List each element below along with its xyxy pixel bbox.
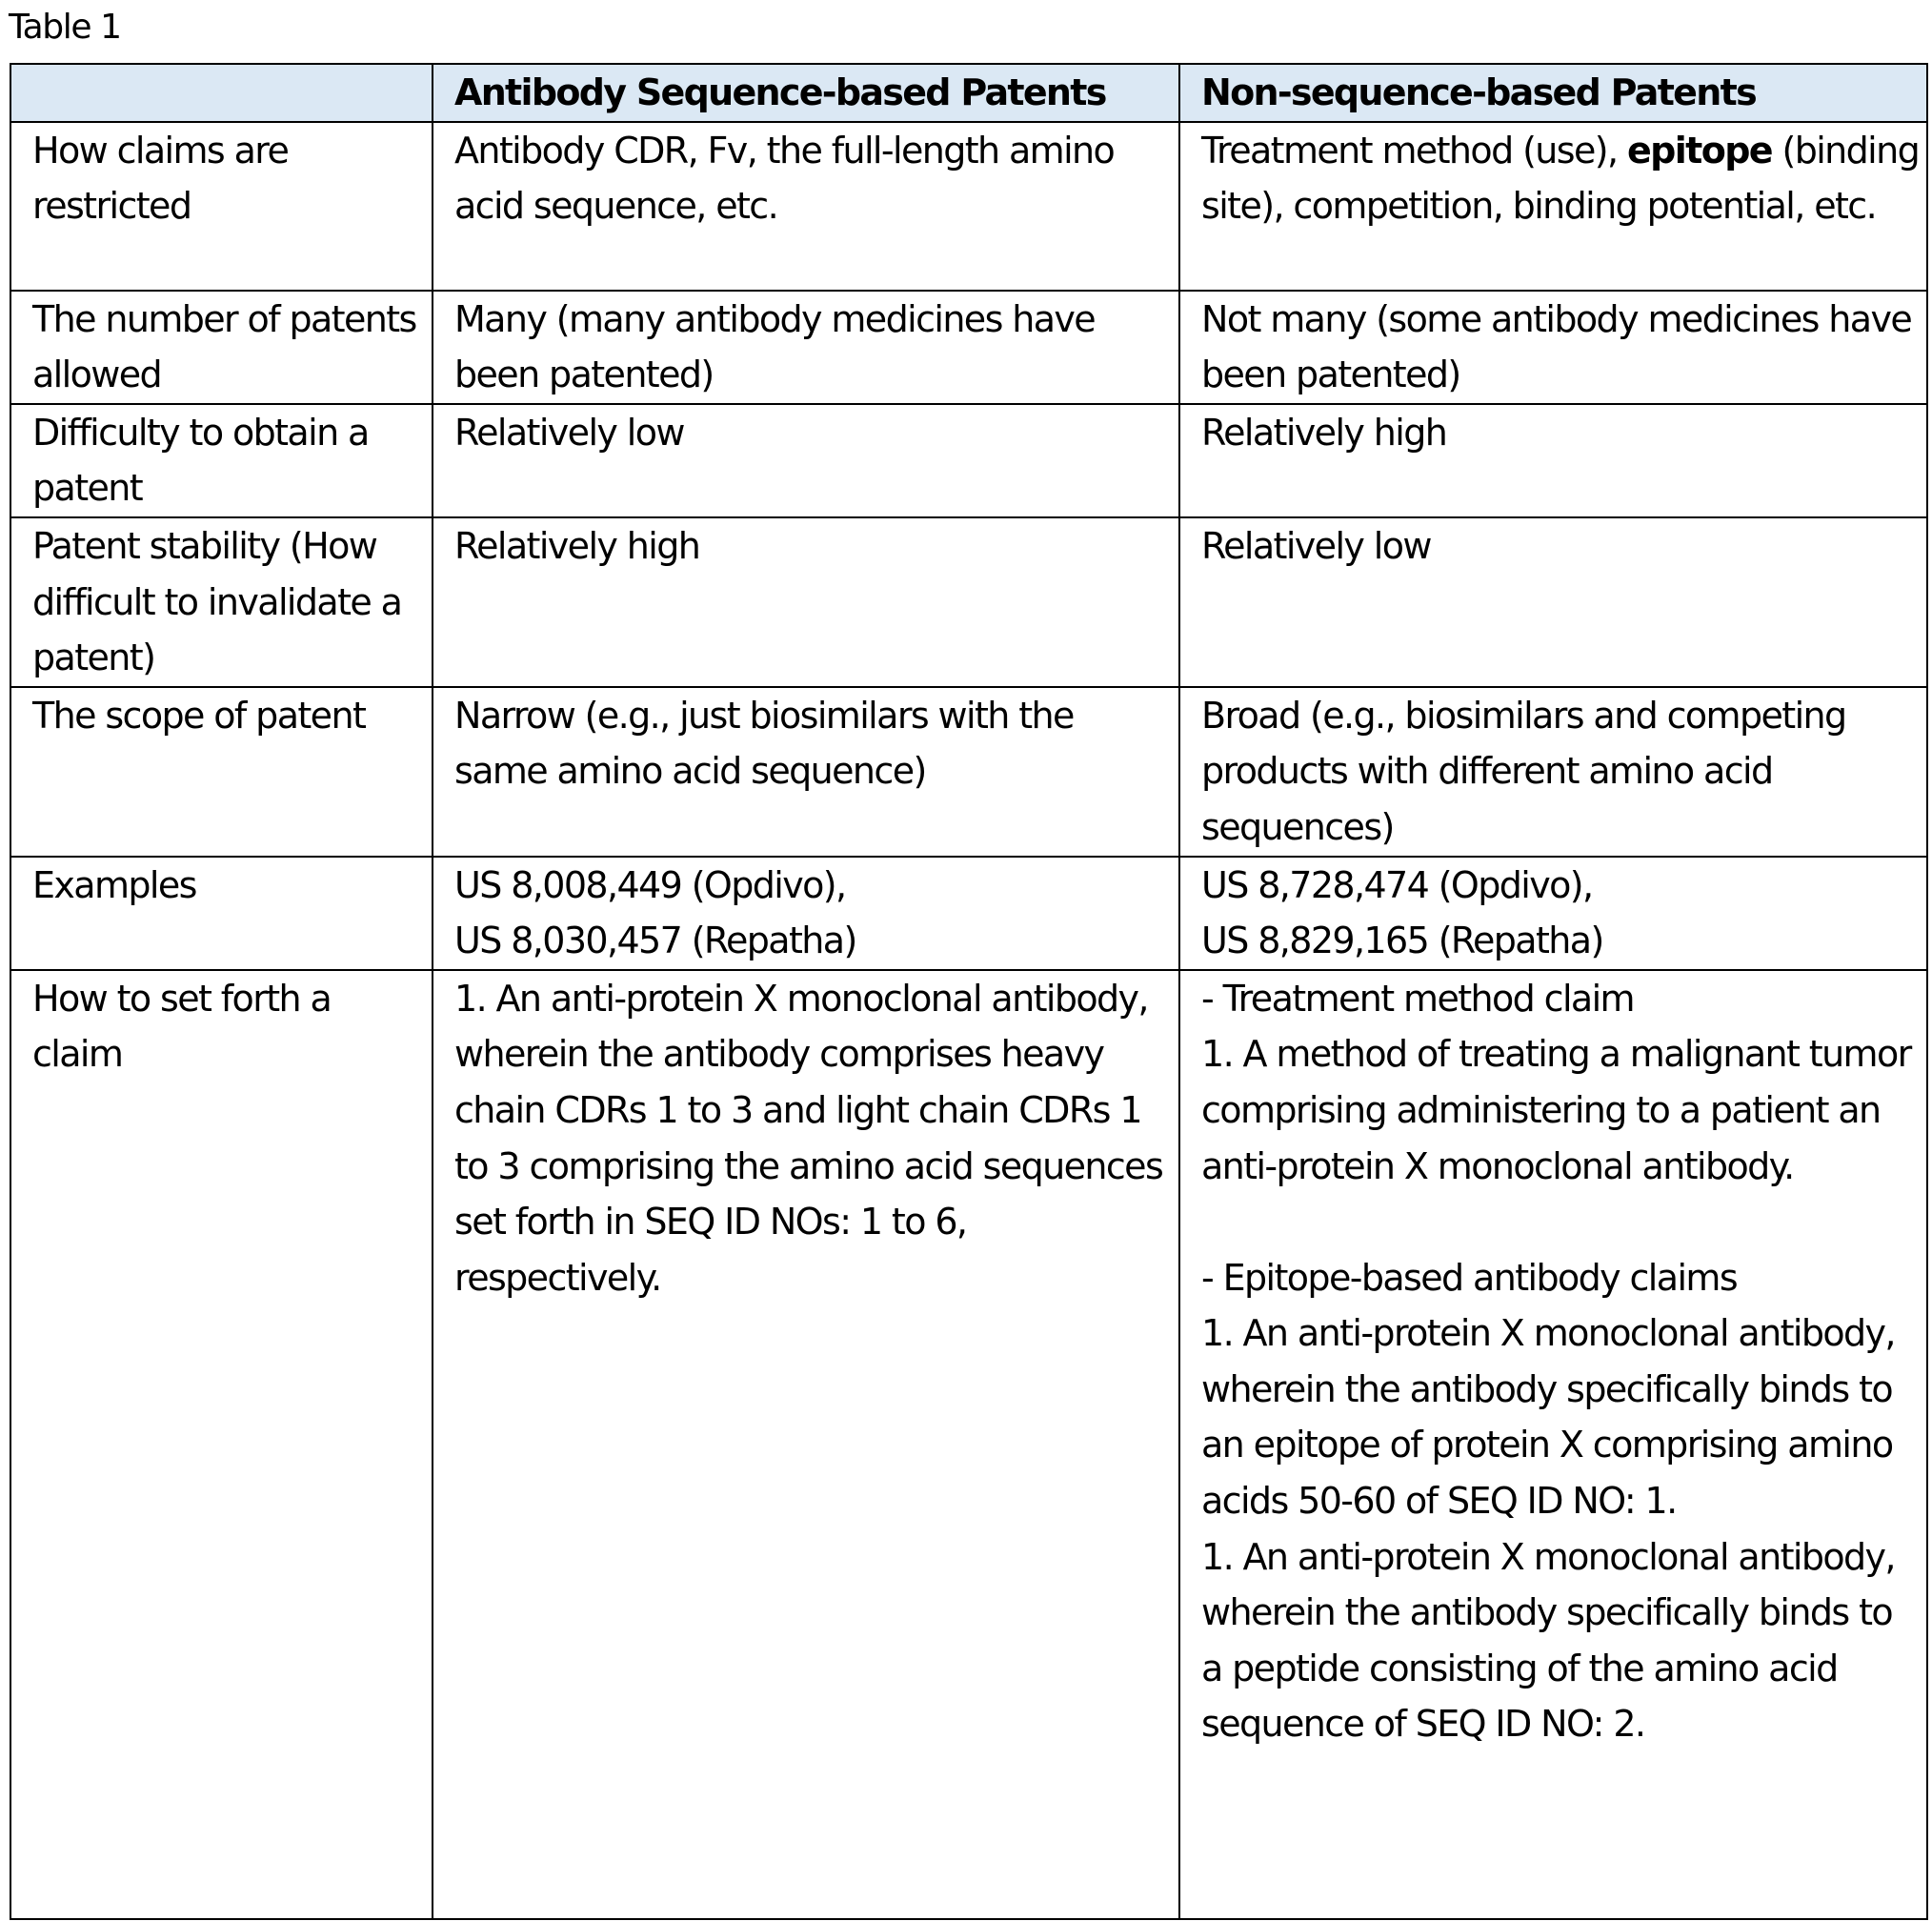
example-patent: US 8,030,457 (Repatha)	[454, 920, 856, 962]
treatment-claim-text: 1. A method of treating a malignant tumor comprising administering to a patient an anti-protein X monoclonal antibody.	[1201, 1033, 1922, 1187]
table-caption: Table 1	[9, 8, 121, 47]
non-sequence-cell	[1179, 857, 1927, 970]
non-sequence-text: Treatment method (use),	[1201, 129, 1627, 172]
non-sequence-cell: Broad (e.g., biosimilars and competing products with different amino acid sequences)	[1179, 687, 1927, 857]
epitope-claim-text: 1. An anti-protein X monoclonal antibody, wherein the antibody specifically binds to an epitope of protein X comprising amino acids 50-60 of SEQ ID NO: 1.	[1201, 1312, 1905, 1523]
non-sequence-claim-cell	[1179, 970, 1927, 1919]
table-header-row	[10, 64, 1927, 122]
table-row	[10, 970, 1927, 1919]
sequence-cell: Relatively high	[433, 517, 1179, 687]
sequence-claim-cell: 1. An anti-protein X monoclonal antibody, wherein the antibody comprises heavy chain CDRs 1 to 3 and light chain CDRs 1 to 3 comprising the amino acid sequences set forth in SEQ ID NOs: 1 to 6, respectively.	[433, 970, 1179, 1919]
spacer	[1201, 1194, 1922, 1250]
sequence-cell: Narrow (e.g., just biosimilars with the same amino acid sequence)	[433, 687, 1179, 857]
non-sequence-cell: Not many (some antibody medicines have been patented)	[1179, 291, 1927, 404]
row-label: How to set forth a claim	[10, 970, 433, 1919]
header-sequence-based: Antibody Sequence-based Patents	[433, 64, 1179, 122]
row-label: How claims are restricted	[10, 122, 433, 291]
table-row	[10, 291, 1927, 404]
table-row	[10, 857, 1927, 970]
sequence-cell: Many (many antibody medicines have been patented)	[433, 291, 1179, 404]
row-label: The scope of patent	[10, 687, 433, 857]
row-label: Examples	[10, 857, 433, 970]
example-patent: US 8,008,449 (Opdivo),	[454, 863, 846, 906]
sequence-cell: Antibody CDR, Fv, the full-length amino acid sequence, etc.	[433, 122, 1179, 291]
table-row	[10, 687, 1927, 857]
row-label: Difficulty to obtain a patent	[10, 404, 433, 517]
header-empty-cell	[10, 64, 433, 122]
epitope-claims-heading: - Epitope-based antibody claims	[1201, 1256, 1738, 1299]
example-patent: US 8,829,165 (Repatha)	[1201, 920, 1603, 962]
sequence-cell	[433, 857, 1179, 970]
sequence-cell: Relatively low	[433, 404, 1179, 517]
header-non-sequence-based: Non-sequence-based Patents	[1179, 64, 1927, 122]
treatment-claim-heading: - Treatment method claim	[1201, 977, 1634, 1020]
epitope-claim-text: 1. An anti-protein X monoclonal antibody, wherein the antibody specifically binds to a peptide consisting of the amino acid sequence of SEQ ID NO: 2.	[1201, 1535, 1905, 1746]
non-sequence-cell	[1179, 122, 1927, 291]
table-row	[10, 122, 1927, 291]
row-label: The number of patents allowed	[10, 291, 433, 404]
non-sequence-cell: Relatively high	[1179, 404, 1927, 517]
non-sequence-cell: Relatively low	[1179, 517, 1927, 687]
row-label: Patent stability (How difficult to invalidate a patent)	[10, 517, 433, 687]
table-row	[10, 517, 1927, 687]
non-sequence-text: (binding site), competition, binding potential, etc.	[1201, 129, 1929, 228]
patent-comparison-table	[10, 63, 1928, 1920]
table-row	[10, 404, 1927, 517]
example-patent: US 8,728,474 (Opdivo),	[1201, 863, 1593, 906]
epitope-emphasis: epitope	[1626, 129, 1772, 172]
